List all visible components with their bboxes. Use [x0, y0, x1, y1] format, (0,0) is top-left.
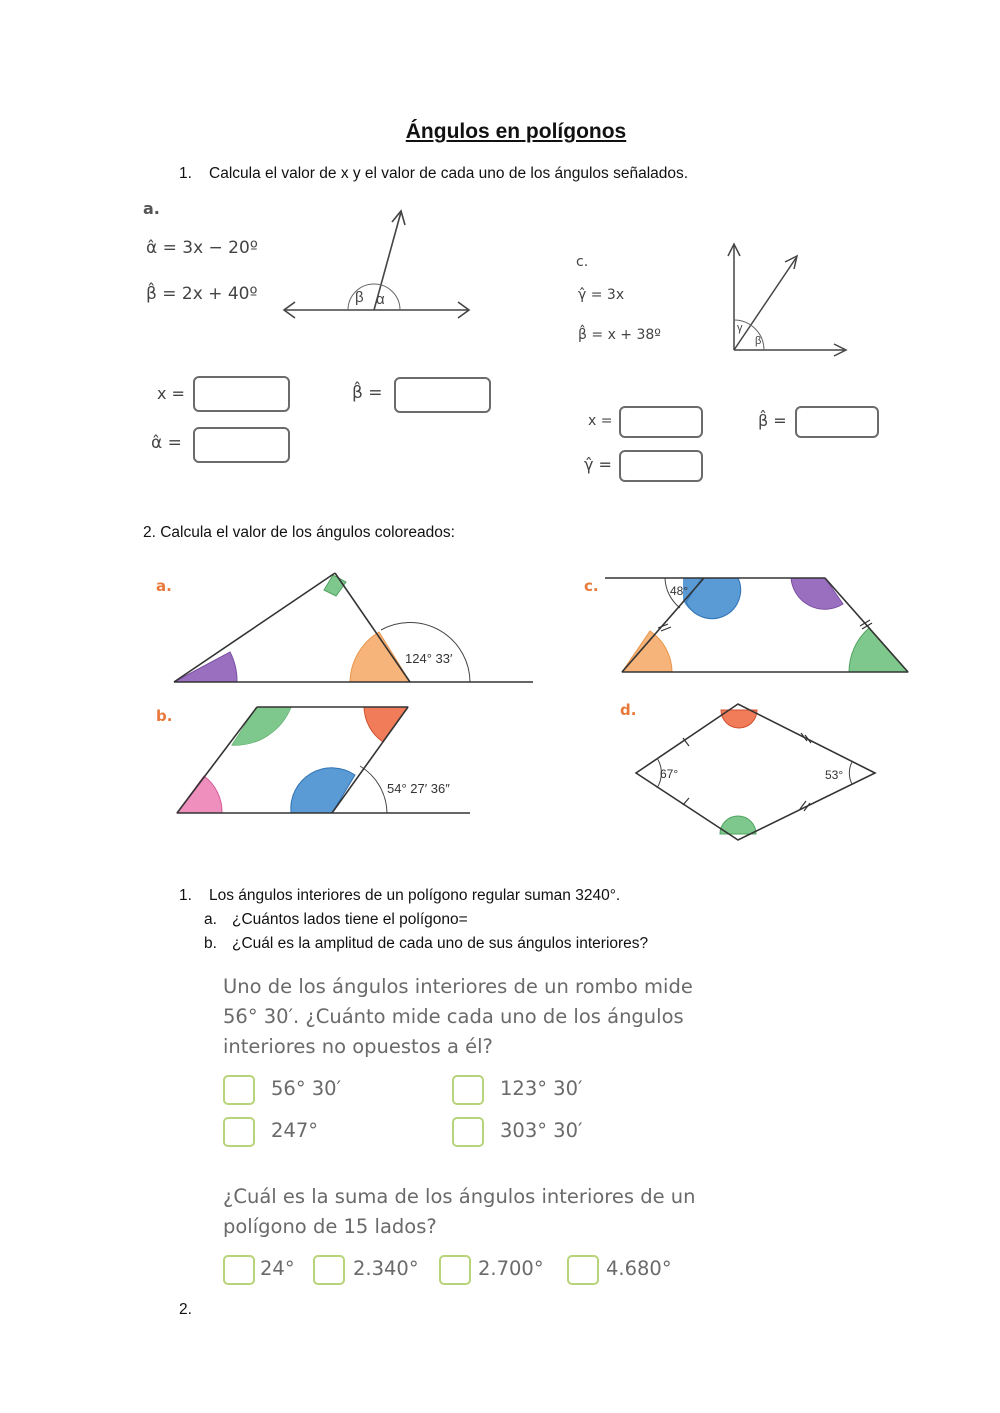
suma-option-1-checkbox[interactable]	[223, 1255, 255, 1285]
eq-beta: β̂ = 2x + 40º	[146, 284, 258, 304]
figures-a-b	[140, 560, 560, 830]
rombo-option-1-checkbox[interactable]	[223, 1075, 255, 1105]
suma-option-2-checkbox[interactable]	[313, 1255, 345, 1285]
answer-beta-label: β̂ =	[352, 383, 383, 403]
answer-gamma-input-c[interactable]	[619, 450, 703, 482]
figure-b-label: b.	[156, 707, 173, 725]
suma-question: ¿Cuál es la suma de los ángulos interiores de un polígono de 15 lados?	[223, 1185, 696, 1238]
rombo-option-4-checkbox[interactable]	[452, 1117, 484, 1147]
suma-option-4-checkbox[interactable]	[567, 1255, 599, 1285]
angle-alpha-label: α	[376, 291, 385, 308]
angle-purple-c	[791, 578, 843, 609]
answer-beta-input-a[interactable]	[394, 377, 491, 413]
angle-purple-a	[174, 652, 237, 682]
suma-option-3-checkbox[interactable]	[439, 1255, 471, 1285]
question-3: 1. Los ángulos interiores de un polígono regular suman 3240°.	[179, 887, 621, 904]
answer-x-input-c[interactable]	[619, 406, 703, 438]
answer-x-label: x =	[157, 384, 185, 403]
angle-blue-b	[291, 768, 355, 813]
rombo-option-3-checkbox[interactable]	[223, 1117, 255, 1147]
suma-option-2-label: 2.340°	[353, 1257, 419, 1280]
figure-c-label: c.	[584, 577, 599, 595]
eq-alpha: α̂ = 3x − 20º	[146, 238, 258, 258]
angle-orange-c	[622, 631, 672, 672]
eq-beta-c: β̂ = x + 38º	[578, 327, 661, 343]
angle-beta-label: β	[355, 289, 364, 306]
rombo-option-3-label: 247°	[271, 1119, 318, 1142]
answer-x-c-label: x =	[588, 413, 613, 429]
answer-beta-input-c[interactable]	[795, 406, 879, 438]
figure-a-label: a.	[156, 577, 172, 595]
part-c-label: c.	[576, 254, 589, 270]
angle-green-c	[849, 628, 908, 672]
rombo-option-2-label: 123° 30′	[500, 1077, 583, 1100]
question-1: 1. Calcula el valor de x y el valor de cada uno de los ángulos señalados.	[179, 165, 689, 182]
answer-x-input-a[interactable]	[193, 376, 290, 412]
angle-b-value: 54° 27′ 36″	[387, 781, 450, 796]
answer-alpha-input-a[interactable]	[193, 427, 290, 463]
angle-pink-b	[177, 776, 222, 813]
figures-c-d	[575, 560, 920, 850]
rombo-option-1-label: 56° 30′	[271, 1077, 342, 1100]
question-2: 2. Calcula el valor de los ángulos coloreados:	[143, 524, 455, 541]
rombo-option-4-label: 303° 30′	[500, 1119, 583, 1142]
angle-beta-c-label: β	[755, 335, 762, 347]
angle-c-value: 48°	[670, 584, 689, 598]
angle-a-value: 124° 33′	[405, 651, 453, 666]
angle-diagram-a	[270, 200, 480, 325]
rombo-option-2-checkbox[interactable]	[452, 1075, 484, 1105]
answer-beta-c-label: β̂ =	[758, 411, 787, 430]
figure-d-label: d.	[620, 701, 637, 719]
angle-d-right: 53°	[825, 768, 844, 782]
rombo-question: Uno de los ángulos interiores de un rombo mide 56° 30′. ¿Cuánto mide cada uno de los ángulos interiores no opuestos a él?	[223, 975, 693, 1058]
eq-gamma: γ̂ = 3x	[578, 287, 625, 303]
question-3a: a. ¿Cuántos lados tiene el polígono=	[204, 911, 468, 928]
angle-d-left: 67°	[660, 767, 679, 781]
suma-option-4-label: 4.680°	[606, 1257, 672, 1280]
answer-gamma-label: γ̂ =	[584, 455, 612, 474]
suma-option-1-label: 24°	[260, 1257, 295, 1280]
page-title: Ángulos en polígonos	[405, 120, 627, 143]
last-item-number: 2.	[179, 1301, 192, 1318]
answer-alpha-label: α̂ =	[151, 433, 182, 453]
suma-option-3-label: 2.700°	[478, 1257, 544, 1280]
angle-diagram-c	[720, 238, 855, 363]
part-a-label: a.	[143, 199, 160, 218]
angle-gamma-label: γ	[737, 322, 743, 334]
question-3b: b. ¿Cuál es la amplitud de cada uno de sus ángulos interiores?	[204, 935, 649, 952]
